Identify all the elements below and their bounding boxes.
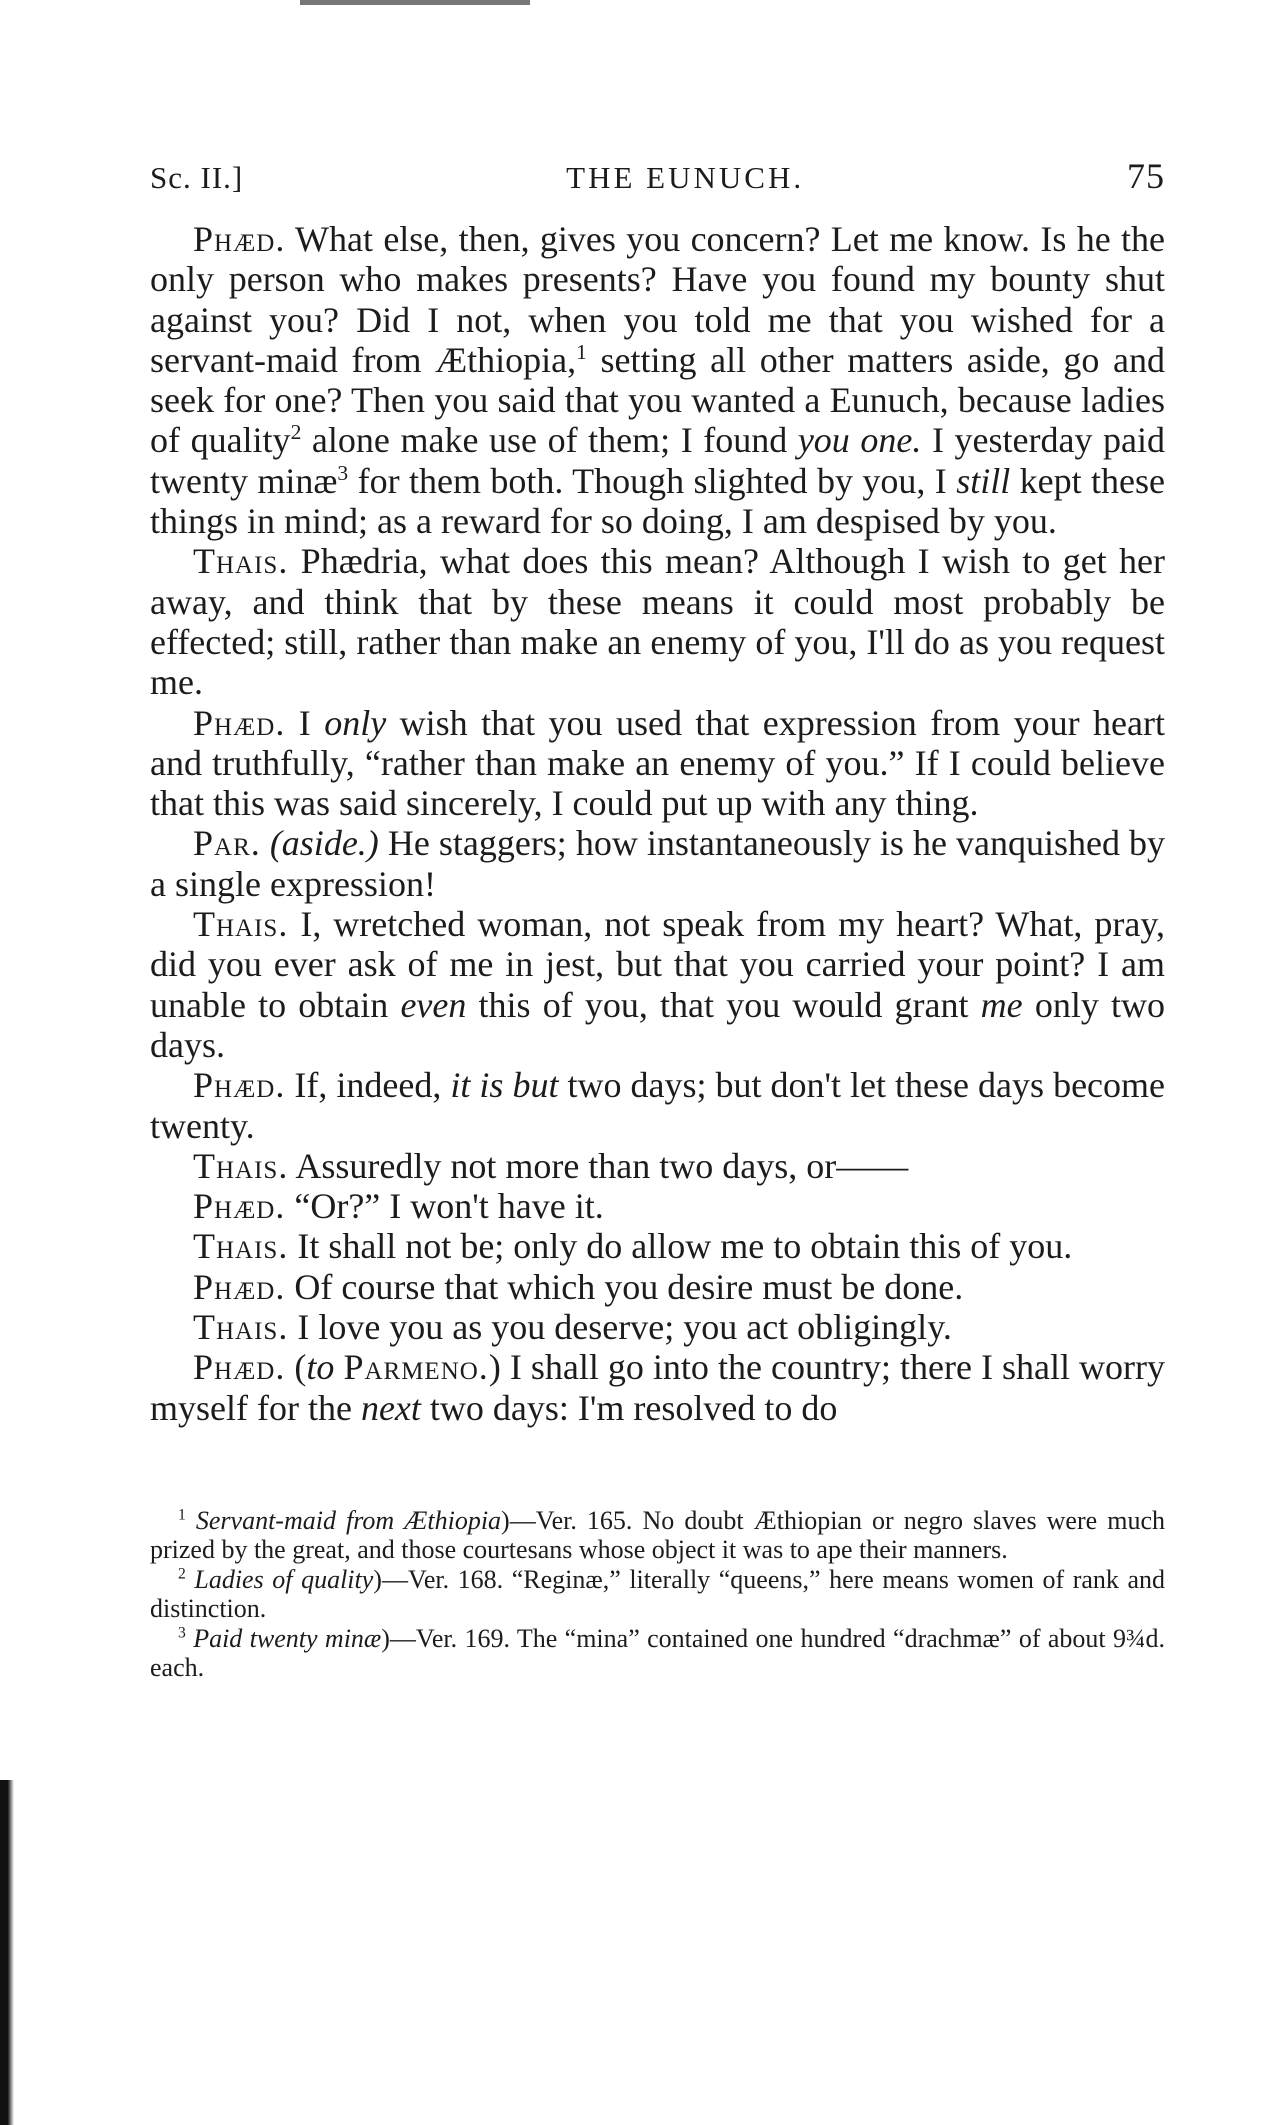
text-run: for them both. Though slighted by you, I — [348, 460, 957, 501]
speaker-name: Phæd. — [193, 1186, 286, 1227]
page-number: 75 — [1127, 156, 1165, 196]
running-title: THE EUNUCH. — [566, 160, 805, 195]
footnote — [150, 1624, 1165, 1683]
text-run: wish that you used that expression from your heart and truthfully, “rather than make an enemy of you.” If I could believe that this was said sincerely, I could put up with any thing. — [150, 702, 1165, 824]
dialogue-paragraph — [150, 219, 1165, 541]
text-run: He staggers; how instantaneously is he vanquished by a single expression! — [150, 823, 1165, 904]
italic-text: me — [980, 984, 1023, 1025]
speaker-name: Thais. — [193, 904, 289, 945]
italic-text: still — [956, 460, 1011, 501]
speaker-name: Thais. — [193, 541, 289, 582]
speaker-name: Thais. — [193, 1226, 289, 1267]
dialogue-paragraph — [150, 1267, 1165, 1307]
footnote-ref: 2 — [178, 1565, 186, 1583]
dialogue-paragraph — [150, 1146, 1165, 1186]
speaker-name: Thais. — [193, 1307, 289, 1348]
section-label: Sc. II.] — [150, 160, 244, 195]
text-run: kept these things in mind; as a reward for so doing, I am despised by you. — [150, 460, 1165, 542]
footnote-ref: 3 — [178, 1624, 186, 1642]
italic-text: Servant-maid from Æthiopia — [195, 1505, 502, 1535]
footnotes — [150, 1506, 1165, 1683]
text-run: ( — [285, 1347, 307, 1388]
text-run: two days; but don't let these days become twenty. — [150, 1065, 1166, 1146]
speaker-name: Phæd. — [193, 1065, 286, 1106]
text-run: I love you as you deserve; you act obligingly. — [288, 1307, 952, 1348]
dialogue-paragraph — [150, 541, 1165, 702]
text-run — [261, 823, 270, 863]
dialogue-paragraph — [150, 1307, 1165, 1347]
footnote — [150, 1565, 1165, 1624]
binding-shadow — [0, 1780, 14, 2125]
dialogue-paragraph — [150, 1065, 1165, 1146]
dialogue-paragraph — [150, 1186, 1165, 1226]
speaker-name: Phæd. — [193, 1347, 286, 1388]
text-run: I yesterday paid twenty minæ — [150, 420, 1166, 501]
text-run: setting all other matters aside, go and seek for one? Then you said that you wanted a Eunuch, because ladies of quality — [150, 339, 1165, 461]
text-run: alone make use of them; I found — [301, 420, 798, 461]
italic-text: Paid twenty minæ — [193, 1623, 382, 1653]
top-rule — [300, 0, 530, 5]
footnote-ref: 2 — [290, 420, 302, 445]
dialogue-paragraph — [150, 703, 1165, 824]
footnote-ref: 3 — [337, 460, 349, 485]
dialogue-paragraph — [150, 823, 1165, 904]
dialogue-paragraph — [150, 1226, 1165, 1266]
italic-text: even — [400, 984, 467, 1025]
text-run: only two days. — [150, 984, 1165, 1065]
text-run: I, wretched woman, not speak from my heart? What, pray, did you ever ask of me in jest, but that you carried your point? I am unable to obtain — [150, 904, 1165, 1025]
italic-text: you one. — [797, 420, 922, 461]
speaker-name: Phæd. — [193, 1266, 286, 1307]
italic-text: next — [360, 1387, 421, 1428]
speaker-name: Par. — [193, 823, 261, 864]
text-run — [186, 1506, 196, 1535]
text-run: ) I shall go into the country; there I shall worry myself for the — [150, 1347, 1166, 1428]
text-run: Phædria, what does this mean? Although I wish to get her away, and think that by these means it could most probably be effected; still, rather than make an enemy of you, I'll do as you request me. — [150, 541, 1165, 703]
italic-text: only — [324, 702, 387, 743]
text-run: two days: I'm resolved to do — [420, 1387, 838, 1428]
speaker-name: Parmeno. — [343, 1347, 489, 1388]
footnote — [150, 1506, 1165, 1565]
text-run: )—Ver. 169. The “mina” contained one hundred “drachmæ” of about 9¾d. each. — [150, 1623, 1165, 1683]
text-run: Assuredly not more than two days, or—— — [288, 1145, 909, 1186]
footnote-ref: 1 — [178, 1506, 186, 1524]
italic-text: it is but — [450, 1065, 559, 1106]
dialogue-body — [150, 219, 1165, 1428]
italic-text: to — [306, 1347, 335, 1388]
running-header — [150, 155, 1165, 197]
speaker-name: Phæd. — [193, 219, 286, 259]
book-page — [150, 155, 1165, 1683]
italic-text: Ladies of quality — [194, 1564, 374, 1594]
text-run: I — [285, 702, 325, 743]
speaker-name: Thais. — [193, 1145, 289, 1186]
text-run: Of course that which you desire must be done. — [285, 1266, 964, 1307]
text-run: “Or?” I won't have it. — [285, 1186, 604, 1227]
text-run: )—Ver. 168. “Reginæ,” literally “queens,” here means women of rank and distinction. — [150, 1564, 1166, 1624]
text-run: this of you, that you would grant — [466, 984, 981, 1025]
dialogue-paragraph — [150, 904, 1165, 1065]
footnote-ref: 1 — [576, 339, 587, 364]
text-run: If, indeed, — [285, 1065, 451, 1106]
text-run: It shall not be; only do allow me to obtain this of you. — [288, 1226, 1073, 1267]
italic-text: (aside.) — [269, 823, 379, 864]
text-run: )—Ver. 165. No doubt Æthiopian or negro slaves were much prized by the great, and those courtesans whose object it was to ape their manners. — [150, 1505, 1165, 1565]
speaker-name: Phæd. — [193, 702, 286, 743]
text-run: What else, then, gives you concern? Let me know. Is he the only person who makes presents? Have you found my bounty shut against you? Did I not, when you told me that you wished for a servant-maid from Æthiopia, — [150, 219, 1165, 380]
dialogue-paragraph — [150, 1347, 1165, 1428]
